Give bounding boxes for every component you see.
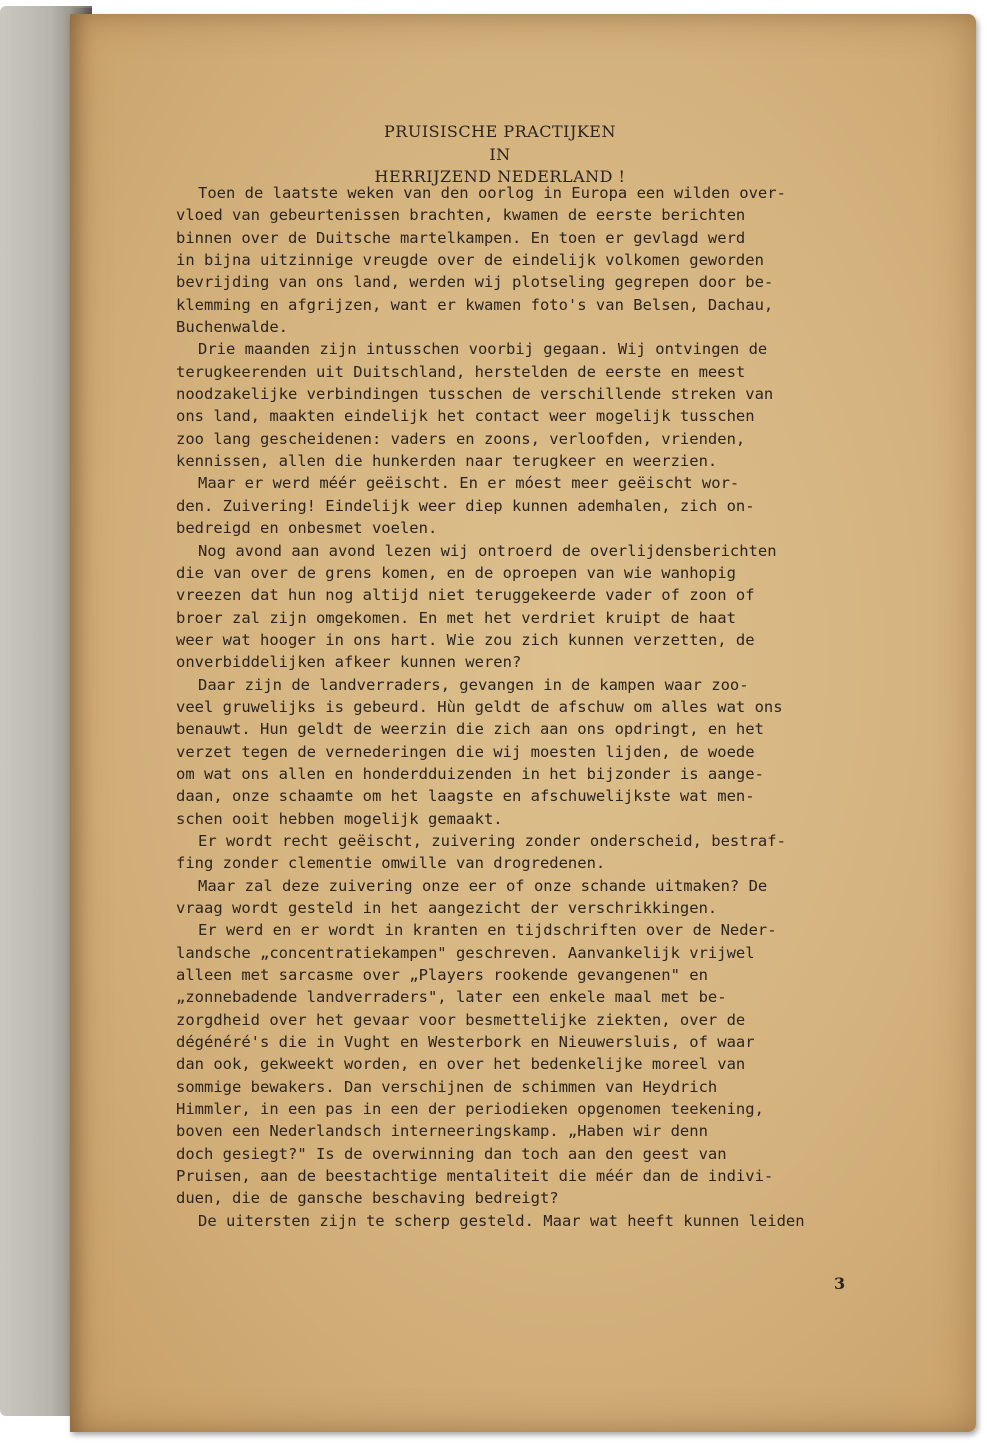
text-line: bedreigd en onbesmet voelen.: [176, 519, 438, 538]
text-line: Toen de laatste weken van den oorlog in Europa een wilden over-: [198, 184, 786, 202]
text-line: De uitersten zijn te scherp gesteld. Maar wat heeft kunnen leiden: [198, 1211, 805, 1230]
text-line: in bijna uitzinnige vreugde over de eindelijk volkomen geworden: [176, 251, 764, 270]
text-line: schen ooit hebben mogelijk gemaakt.: [176, 809, 503, 828]
text-line: Himmler, in een pas in een der periodieken opgenomen teekening,: [176, 1100, 764, 1119]
text-line: alleen met sarcasme over „Players rookende gevangenen" en: [176, 966, 708, 985]
text-line: vloed van gebeurtenissen brachten, kwamen de eerste berichten: [176, 206, 746, 225]
text-line: noodzakelijke verbindingen tusschen de verschillende streken van: [176, 385, 774, 404]
text-line: dan ook, gekweekt worden, en over het bedenkelijke moreel van: [176, 1055, 746, 1074]
text-line: binnen over de Duitsche martelkampen. En toen er gevlagd werd: [176, 228, 746, 247]
text-line: landsche „concentratiekampen" geschreven. Aanvankelijk vrijwel: [176, 943, 755, 962]
text-line: fing zonder clementie omwille van drogredenen.: [176, 854, 606, 873]
text-line: ons land, maakten eindelijk het contact weer mogelijk tusschen: [176, 407, 755, 426]
text-line: duen, die de gansche beschaving bedreigt?: [176, 1189, 559, 1208]
title-line-2: IN: [489, 145, 511, 164]
text-line: weer wat hooger in ons hart. Wie zou zich kunnen verzetten, de: [176, 630, 755, 649]
text-line: sommige bewakers. Dan verschijnen de schimmen van Heydrich: [176, 1077, 718, 1096]
text-line: Pruisen, aan de beestachtige mentaliteit die méér dan de indivi-: [176, 1167, 774, 1186]
text-line: Maar zal deze zuivering onze eer of onze schande uitmaken? De: [198, 876, 768, 895]
text-line: veel gruwelijks is gebeurd. Hùn geldt de afschuw om alles wat ons: [176, 697, 783, 716]
text-line: terugkeerenden uit Duitschland, herstelden de eerste en meest: [176, 362, 746, 381]
body-text: [176, 182, 844, 1232]
text-line: doch gesiegt?" Is de overwinning dan toch aan den geest van: [176, 1144, 727, 1163]
text-line: vraag wordt gesteld in het aangezicht der verschrikkingen.: [176, 899, 718, 917]
text-line: Nog avond aan avond lezen wij ontroerd de overlijdensberichten: [198, 541, 777, 560]
text-line: boven een Nederlandsch interneeringskamp. „Haben wir denn: [176, 1122, 708, 1141]
text-line: zoo lang gescheidenen: vaders en zoons, verloofden, vrienden,: [176, 429, 746, 448]
page-number: 3: [834, 1274, 846, 1293]
text-line: daan, onze schaamte om het laagste en afschuwelijkste wat men-: [176, 787, 755, 806]
text-line: Maar er werd méér geëischt. En er móest meer geëischt wor-: [198, 474, 740, 493]
text-line: verzet tegen de vernederingen die wij moesten lijden, de woede: [176, 742, 755, 761]
text-line: Buchenwalde.: [176, 318, 288, 337]
text-line: Drie maanden zijn intusschen voorbij gegaan. Wij ontvingen de: [198, 340, 768, 359]
text-line: „zonnebadende landverraders", later een enkele maal met be-: [176, 988, 727, 1007]
text-line: broer zal zijn omgekomen. En met het verdriet kruipt de haat: [176, 608, 736, 627]
text-line: kennissen, allen die hunkerden naar terugkeer en weerzien.: [176, 452, 718, 471]
text-line: klemming en afgrijzen, want er kwamen foto's van Belsen, Dachau,: [176, 295, 774, 314]
text-line: Er werd en er wordt in kranten en tijdschriften over de Neder-: [198, 921, 777, 940]
text-line: benauwt. Hun geldt de weerzin die zich aan ons opdringt, en het: [176, 720, 764, 739]
text-line: den. Zuivering! Eindelijk weer diep kunnen ademhalen, zich on-: [176, 496, 755, 515]
text-line: Daar zijn de landverraders, gevangen in de kampen waar zoo-: [198, 675, 749, 694]
title-line-1: PRUISISCHE PRACTIJKEN: [384, 122, 616, 141]
text-line: die van over de grens komen, en de oproepen van wie wanhopig: [176, 563, 736, 582]
text-line: om wat ons allen en honderdduizenden in het bijzonder is aange-: [176, 764, 764, 783]
text-line: onverbiddelijken afkeer kunnen weren?: [176, 653, 522, 672]
text-line: vreezen dat hun nog altijd niet teruggekeerde vader of zoon of: [176, 586, 755, 605]
text-line: Er wordt recht geëischt, zuivering zonder onderscheid, bestraf-: [198, 831, 786, 850]
text-line: dégénéré's die in Vught en Westerbork en Nieuwersluis, of waar: [176, 1033, 755, 1052]
text-line: zorgdheid over het gevaar voor besmettelijke ziekten, over de: [176, 1010, 746, 1029]
text-line: bevrijding van ons land, werden wij plotseling gegrepen door be-: [176, 273, 774, 292]
title-line-3: HERRIJZEND NEDERLAND !: [374, 167, 626, 186]
